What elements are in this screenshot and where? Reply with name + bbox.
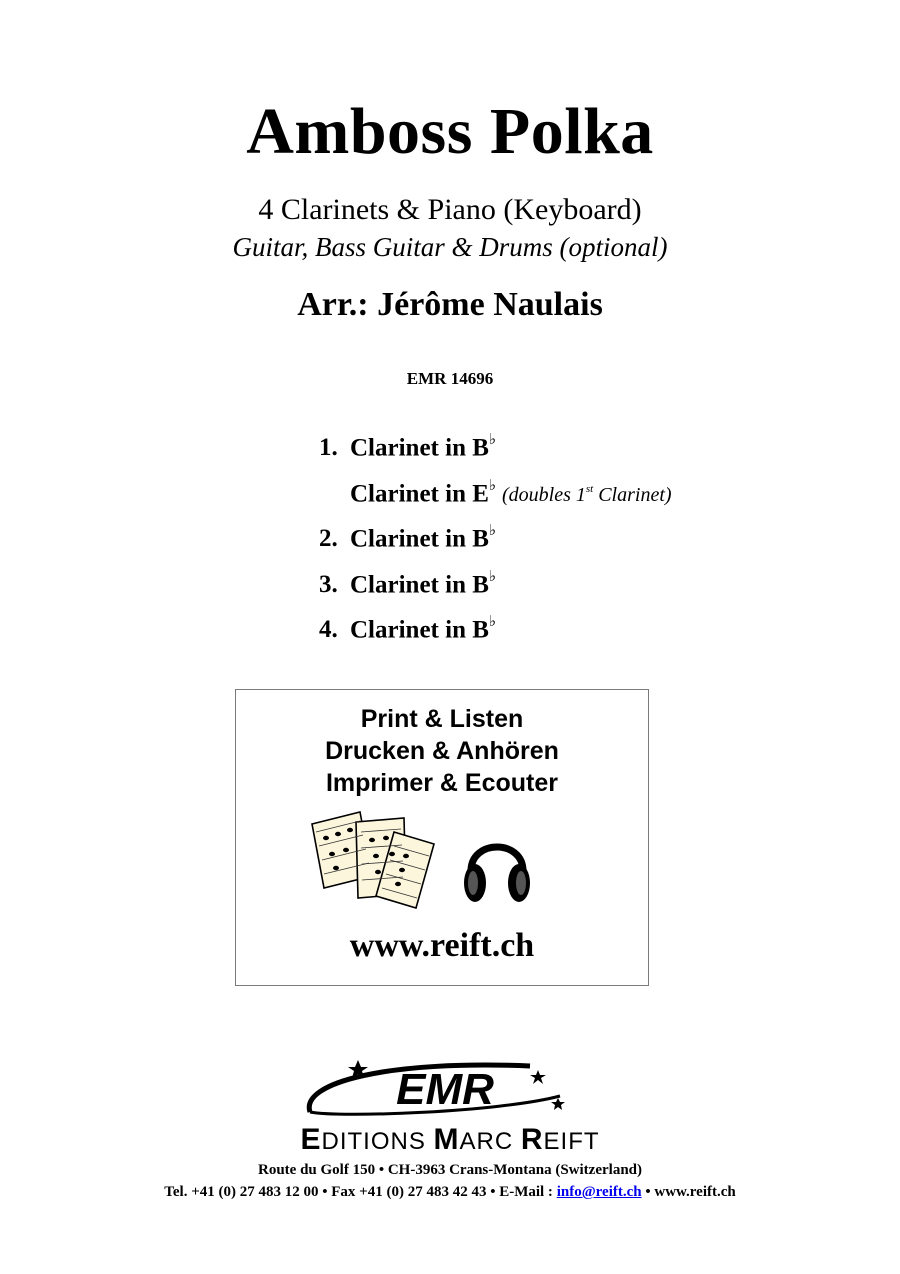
part-number: 4.: [319, 616, 338, 644]
part-item: [319, 466, 879, 512]
part-name: Clarinet in B: [350, 570, 489, 598]
publisher-contact: Tel. +41 (0) 27 483 12 00 • Fax +41 (0) 27 483 42 43 • E-Mail : info@reift.ch • www.reift.ch: [164, 1184, 736, 1200]
part-number: 1.: [319, 434, 338, 462]
part-name: Clarinet in B: [350, 525, 489, 553]
part-name: Clarinet in E: [350, 479, 489, 507]
flat-sign: ♭: [488, 523, 496, 539]
flat-sign: ♭: [488, 614, 496, 630]
part-name: Clarinet in B: [350, 434, 489, 462]
instrumentation: 4 Clarinets & Piano (Keyboard): [258, 193, 642, 226]
flat-sign: ♭: [488, 568, 496, 585]
promo-line-german: Drucken & Anhören: [325, 737, 559, 765]
piece-title: Amboss Polka: [246, 95, 654, 168]
headphones-icon: [461, 825, 533, 907]
promo-line-french: Imprimer & Ecouter: [325, 769, 558, 797]
promo-line-english: Print & Listen: [360, 705, 524, 733]
part-number: 3.: [319, 570, 338, 598]
parts-list: [319, 420, 879, 648]
optional-instruments: Guitar, Bass Guitar & Drums (optional): [232, 232, 668, 262]
part-name: Clarinet in B: [350, 616, 489, 644]
flat-sign: ♭: [488, 477, 496, 494]
promo-website[interactable]: www.reift.ch: [349, 927, 535, 964]
part-number: 2.: [319, 525, 338, 553]
emr-logo: [300, 1052, 590, 1124]
email-link[interactable]: info@reift.ch: [556, 1184, 642, 1200]
svg-text:EMR: EMR: [396, 1065, 494, 1114]
catalog-number: EMR 14696: [406, 369, 494, 388]
part-item: [319, 420, 879, 466]
arranger: Arr.: Jérôme Naulais: [297, 286, 603, 323]
print-listen-box: [235, 689, 649, 986]
part-note: (doubles 1st Clarinet): [501, 483, 672, 506]
flat-sign: ♭: [488, 432, 496, 448]
sheet-music-icon: [308, 810, 438, 910]
part-item: [319, 602, 879, 648]
publisher-name: EDITIONS MARC REIFT: [300, 1123, 600, 1156]
publisher-address: Route du Golf 150 • CH-3963 Crans-Montana (Switzerland): [258, 1162, 642, 1178]
part-item: [319, 511, 879, 557]
part-item: [319, 557, 879, 603]
